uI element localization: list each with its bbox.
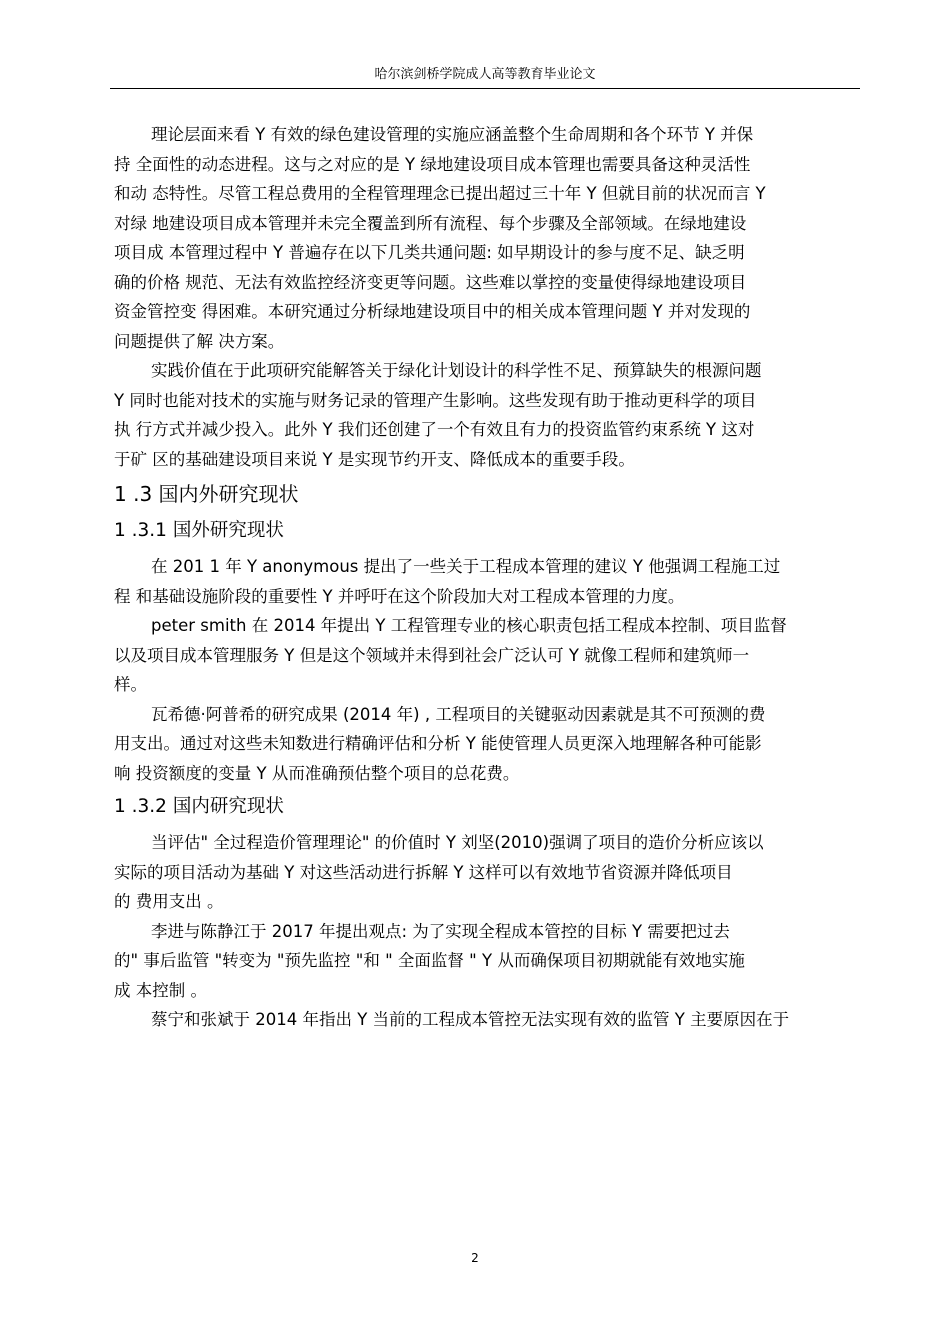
text-line: 瓦希德·阿普希的研究成果 (2014 年) , 工程项目的关键驱动因素就是其不可预测的费 (151, 704, 766, 724)
text-line: 以及项目成本管理服务 Y 但是这个领域并未得到社会广泛认可 Y 就像工程师和建筑师一 (114, 645, 750, 665)
paragraph-cai-ning (114, 1005, 862, 1035)
text-line: 样。 (114, 675, 147, 694)
document-body (114, 120, 862, 1035)
section-heading-1-3-1: 1 .3.1 国外研究现状 (114, 520, 284, 541)
text-line: 当评估" 全过程造价管理理论" 的价值时 Y 刘坚(2010)强调了项目的造价分析应该以 (151, 833, 764, 852)
text-line: 实际的项目活动为基础 Y 对这些活动进行拆解 Y 这样可以有效地节省资源并降低项目 (114, 862, 733, 882)
text-line: peter smith 在 2014 年提出 Y 工程管理专业的核心职责包括工程成本控制、项目监督 (151, 616, 787, 635)
text-line: 于矿 区的基础建设项目来说 Y 是实现节约开支、降低成本的重要手段。 (114, 449, 635, 469)
section-heading-1-3-2: 1 .3.2 国内研究现状 (114, 796, 284, 817)
text-line: 李进与陈静江于 2017 年提出观点: 为了实现全程成本管控的目标 Y 需要把过去 (151, 921, 730, 941)
paragraph-peter-smith (114, 611, 862, 700)
text-line: 的 费用支出 。 (114, 892, 224, 911)
paragraph-wahid (114, 700, 862, 789)
paragraph-liu-jian (114, 828, 862, 917)
text-line: 执 行方式并减少投入。此外 Y 我们还创建了一个有效且有力的投资监管约束系统 Y 这对 (114, 420, 755, 439)
text-line: 问题提供了解 决方案。 (114, 331, 285, 351)
text-line: 用支出。通过对这些未知数进行精确评估和分析 Y 能使管理人员更深入地理解各种可能影 (114, 734, 762, 753)
page-header-title: 哈尔滨剑桥学院成人高等教育毕业论文 (374, 67, 596, 82)
text-line: 对绿 地建设项目成本管理并未完全覆盖到所有流程、每个步骤及全部领域。在绿地建设 (114, 213, 747, 233)
text-line: 和动 态特性。尽管工程总费用的全程管理理念已提出超过三十年 Y 但就目前的状况而言 Y (114, 184, 766, 203)
text-line: Y 同时也能对技术的实施与财务记录的管理产生影响。这些发现有助于推动更科学的项目 (114, 390, 757, 410)
text-line: 实践价值在于此项研究能解答关于绿化计划设计的科学性不足、预算缺失的根源问题 (151, 361, 762, 380)
text-line: 响 投资额度的变量 Y 从而准确预估整个项目的总花费。 (114, 763, 520, 783)
paragraph-li-jin (114, 917, 862, 1006)
text-line: 成 本控制 。 (114, 980, 207, 1000)
paragraph-theory (114, 120, 862, 356)
text-line: 确的价格 规范、无法有效监控经济变更等问题。这些难以掌控的变量使得绿地建设项目 (114, 272, 747, 292)
text-line: 在 201 1 年 Y anonymous 提出了一些关于工程成本管理的建议 Y 他强调工程施工过 (151, 557, 781, 576)
text-line: 资金管控变 得困难。本研究通过分析绿地建设项目中的相关成本管理问题 Y 并对发现的 (114, 302, 751, 321)
text-line: 程 和基础设施阶段的重要性 Y 并呼吁在这个阶段加大对工程成本管理的力度。 (114, 586, 685, 606)
text-line: 蔡宁和张斌于 2014 年指出 Y 当前的工程成本管控无法实现有效的监管 Y 主要原因在于 (151, 1010, 790, 1029)
text-line: 持 全面性的动态进程。这与之对应的是 Y 绿地建设项目成本管理也需要具备这种灵活性 (114, 154, 751, 174)
header-divider (110, 88, 860, 89)
page-number: 2 (471, 1251, 479, 1265)
text-line: 理论层面来看 Y 有效的绿色建设管理的实施应涵盖整个生命周期和各个环节 Y 并保 (151, 125, 754, 144)
paragraph-practice (114, 356, 862, 474)
text-line: 的" 事后监管 "转变为 "预先监控 "和 " 全面监督 " Y 从而确保项目初期就能有效地实施 (114, 951, 745, 970)
section-heading-1-3: 1 .3 国内外研究现状 (114, 482, 299, 506)
paragraph-anonymous (114, 552, 862, 611)
text-line: 项目成 本管理过程中 Y 普遍存在以下几类共通问题: 如早期设计的参与度不足、缺乏明 (114, 243, 745, 262)
